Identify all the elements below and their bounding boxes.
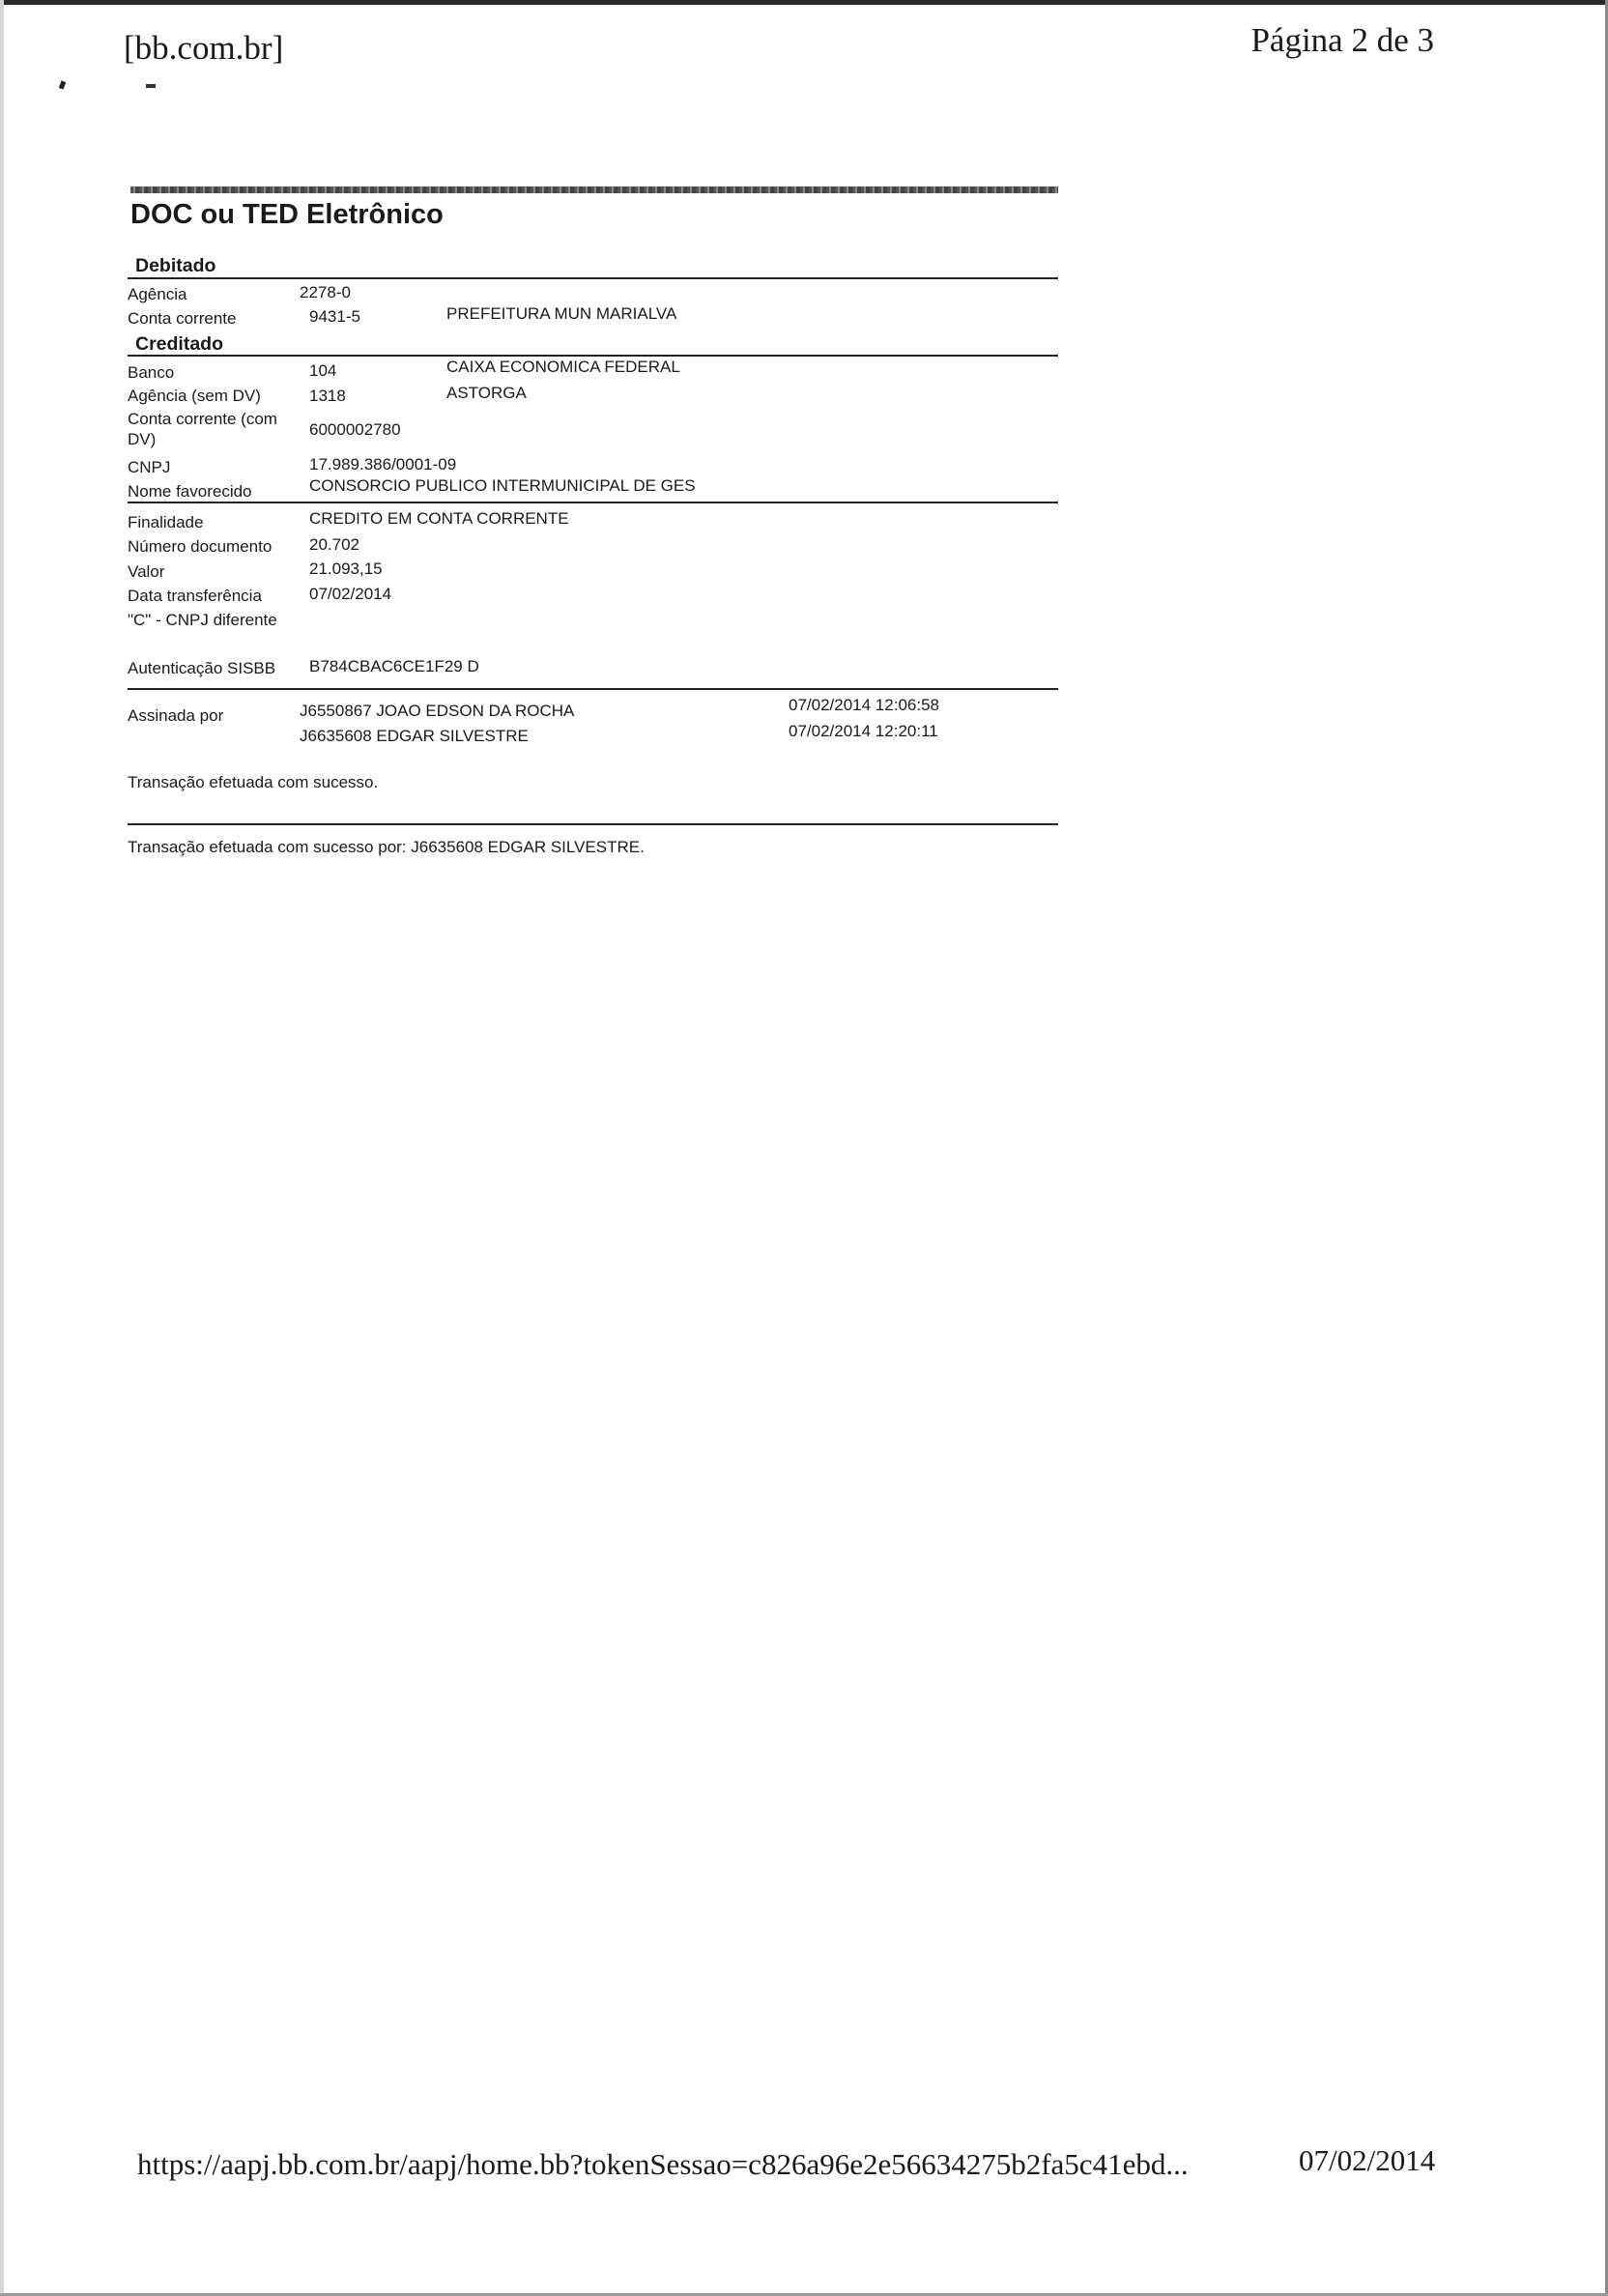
favorecido-value: CONSORCIO PUBLICO INTERMUNICIPAL DE GES bbox=[309, 476, 696, 495]
assinada-por-label: Assinada por bbox=[128, 706, 224, 725]
favorecido-label: Nome favorecido bbox=[128, 482, 252, 501]
divider bbox=[128, 277, 1058, 279]
finalidade-label: Finalidade bbox=[128, 513, 204, 531]
agencia-dv-name: ASTORGA bbox=[446, 384, 527, 402]
section-creditado: Creditado bbox=[135, 333, 224, 355]
title-bar bbox=[130, 187, 1058, 193]
signer-1: J6550867 JOAO EDSON DA ROCHA bbox=[300, 702, 575, 720]
agencia-dv-label: Agência (sem DV) bbox=[128, 387, 261, 405]
conta-dv-label-line2: DV) bbox=[128, 430, 157, 448]
footer-date: 07/02/2014 bbox=[1299, 2143, 1436, 2177]
banco-label: Banco bbox=[128, 363, 175, 382]
agencia-dv-value: 1318 bbox=[309, 387, 346, 405]
banco-name: CAIXA ECONOMICA FEDERAL bbox=[446, 358, 680, 376]
footer-url: https://aapj.bb.com.br/aapj/home.bb?tokenSessao=c826a96e2e56634275b2fa5c41ebd... bbox=[137, 2147, 1189, 2181]
numero-documento-label: Número documento bbox=[128, 537, 273, 556]
divider bbox=[128, 823, 1058, 825]
conta-label: Conta corrente bbox=[128, 309, 237, 328]
valor-value: 21.093,15 bbox=[309, 560, 383, 578]
divider bbox=[128, 502, 1058, 503]
autenticacao-label: Autenticação SISBB bbox=[128, 659, 276, 677]
numero-documento-value: 20.702 bbox=[309, 535, 359, 554]
autenticacao-value: B784CBAC6CE1F29 D bbox=[309, 657, 479, 675]
banco-value: 104 bbox=[309, 361, 337, 380]
section-debitado: Debitado bbox=[135, 255, 216, 276]
scan-speck bbox=[146, 84, 156, 88]
scan-edge-top bbox=[0, 0, 1608, 5]
page-number: Página 2 de 3 bbox=[1250, 21, 1434, 59]
finalidade-value: CREDITO EM CONTA CORRENTE bbox=[309, 509, 569, 528]
signer-1-datetime: 07/02/2014 12:06:58 bbox=[789, 696, 939, 714]
site-header: [bb.com.br] bbox=[124, 29, 284, 67]
scan-speck bbox=[59, 80, 66, 89]
signer-2: J6635608 EDGAR SILVESTRE bbox=[300, 727, 529, 745]
agencia-value: 2278-0 bbox=[300, 283, 351, 301]
divider bbox=[128, 355, 1058, 357]
data-transferencia-label: Data transferência bbox=[128, 587, 262, 605]
data-transferencia-value: 07/02/2014 bbox=[309, 585, 392, 603]
cnpj-value: 17.989.386/0001-09 bbox=[309, 455, 457, 474]
status-message: Transação efetuada com sucesso. bbox=[128, 773, 379, 791]
agencia-label: Agência bbox=[128, 285, 187, 303]
valor-label: Valor bbox=[128, 562, 165, 581]
cnpj-diferente-note: "C" - CNPJ diferente bbox=[128, 611, 277, 629]
signer-2-datetime: 07/02/2014 12:20:11 bbox=[789, 722, 938, 740]
conta-value: 9431-5 bbox=[309, 307, 360, 326]
page-title: DOC ou TED Eletrônico bbox=[130, 199, 444, 230]
conta-holder-name: PREFEITURA MUN MARIALVA bbox=[446, 304, 677, 323]
conta-dv-value: 6000002780 bbox=[309, 420, 401, 439]
conta-dv-label-line1: Conta corrente (com bbox=[128, 410, 277, 428]
scan-edge-left bbox=[0, 0, 4, 2296]
final-status-message: Transação efetuada com sucesso por: J6635608 EDGAR SILVESTRE. bbox=[128, 838, 645, 856]
divider bbox=[128, 688, 1058, 690]
cnpj-label: CNPJ bbox=[128, 458, 171, 476]
